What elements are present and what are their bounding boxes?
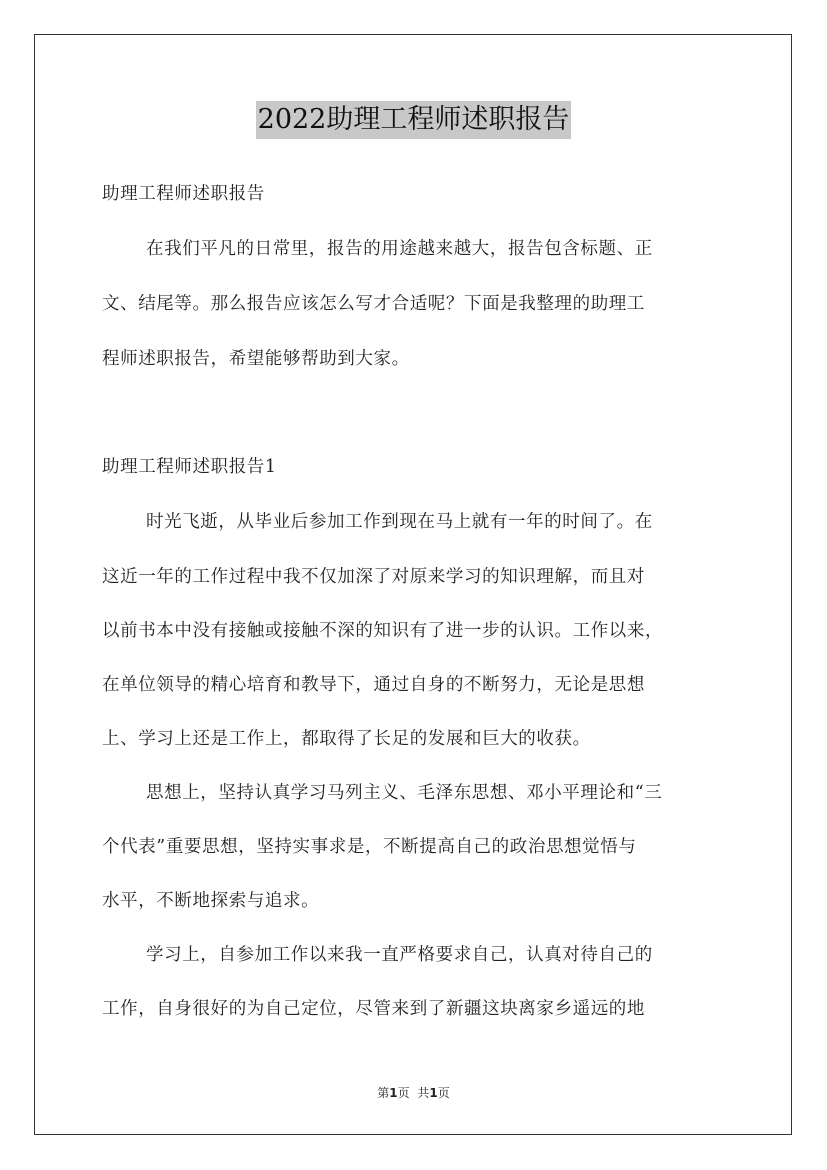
footer-page-suffix: 页: [397, 1086, 410, 1100]
document-title: 2022助理工程师述职报告: [256, 101, 572, 139]
footer-total-prefix: 共: [417, 1086, 430, 1100]
footer-page-total: 1: [429, 1086, 438, 1100]
para2-line-3: 水平，不断地探索与追求。: [102, 891, 320, 911]
para3-line-1: 学习上，自参加工作以来我一直严格要求自己，认真对待自己的: [146, 945, 653, 965]
title-wrap: [0, 101, 827, 139]
para1-line-4: 在单位领导的精心培育和教导下，通过自身的不断努力，无论是思想: [102, 675, 645, 695]
page-footer: [0, 1084, 827, 1101]
para1-line-3: 以前书本中没有接触或接触不深的知识有了进一步的认识。工作以来，: [102, 621, 664, 641]
para1-line-1: 时光飞逝，从毕业后参加工作到现在马上就有一年的时间了。在: [146, 512, 653, 532]
para1-line-2: 这近一年的工作过程中我不仅加深了对原来学习的知识理解，而且对: [102, 567, 645, 587]
para3-line-2: 工作，自身很好的为自己定位，尽管来到了新疆这块离家乡遥远的地: [102, 999, 645, 1019]
intro-line-3: 程师述职报告，希望能够帮助到大家。: [102, 349, 410, 369]
intro-line-2: 文、结尾等。那么报告应该怎么写才合适呢？下面是我整理的助理工: [102, 294, 645, 314]
intro-line-1: 在我们平凡的日常里，报告的用途越来越大，报告包含标题、正: [146, 239, 653, 259]
heading-intro: 助理工程师述职报告: [102, 184, 265, 204]
para2-line-1: 思想上，坚持认真学习马列主义、毛泽东思想、邓小平理论和“三: [146, 783, 663, 803]
footer-page-current: 1: [389, 1086, 398, 1100]
heading-section-1: 助理工程师述职报告1: [102, 457, 277, 477]
footer-page-prefix: 第: [377, 1086, 390, 1100]
para1-line-5: 上、学习上还是工作上，都取得了长足的发展和巨大的收获。: [102, 729, 591, 749]
footer-total-suffix: 页: [437, 1086, 450, 1100]
para2-line-2: 个代表”重要思想，坚持实事求是，不断提高自己的政治思想觉悟与: [102, 837, 637, 857]
